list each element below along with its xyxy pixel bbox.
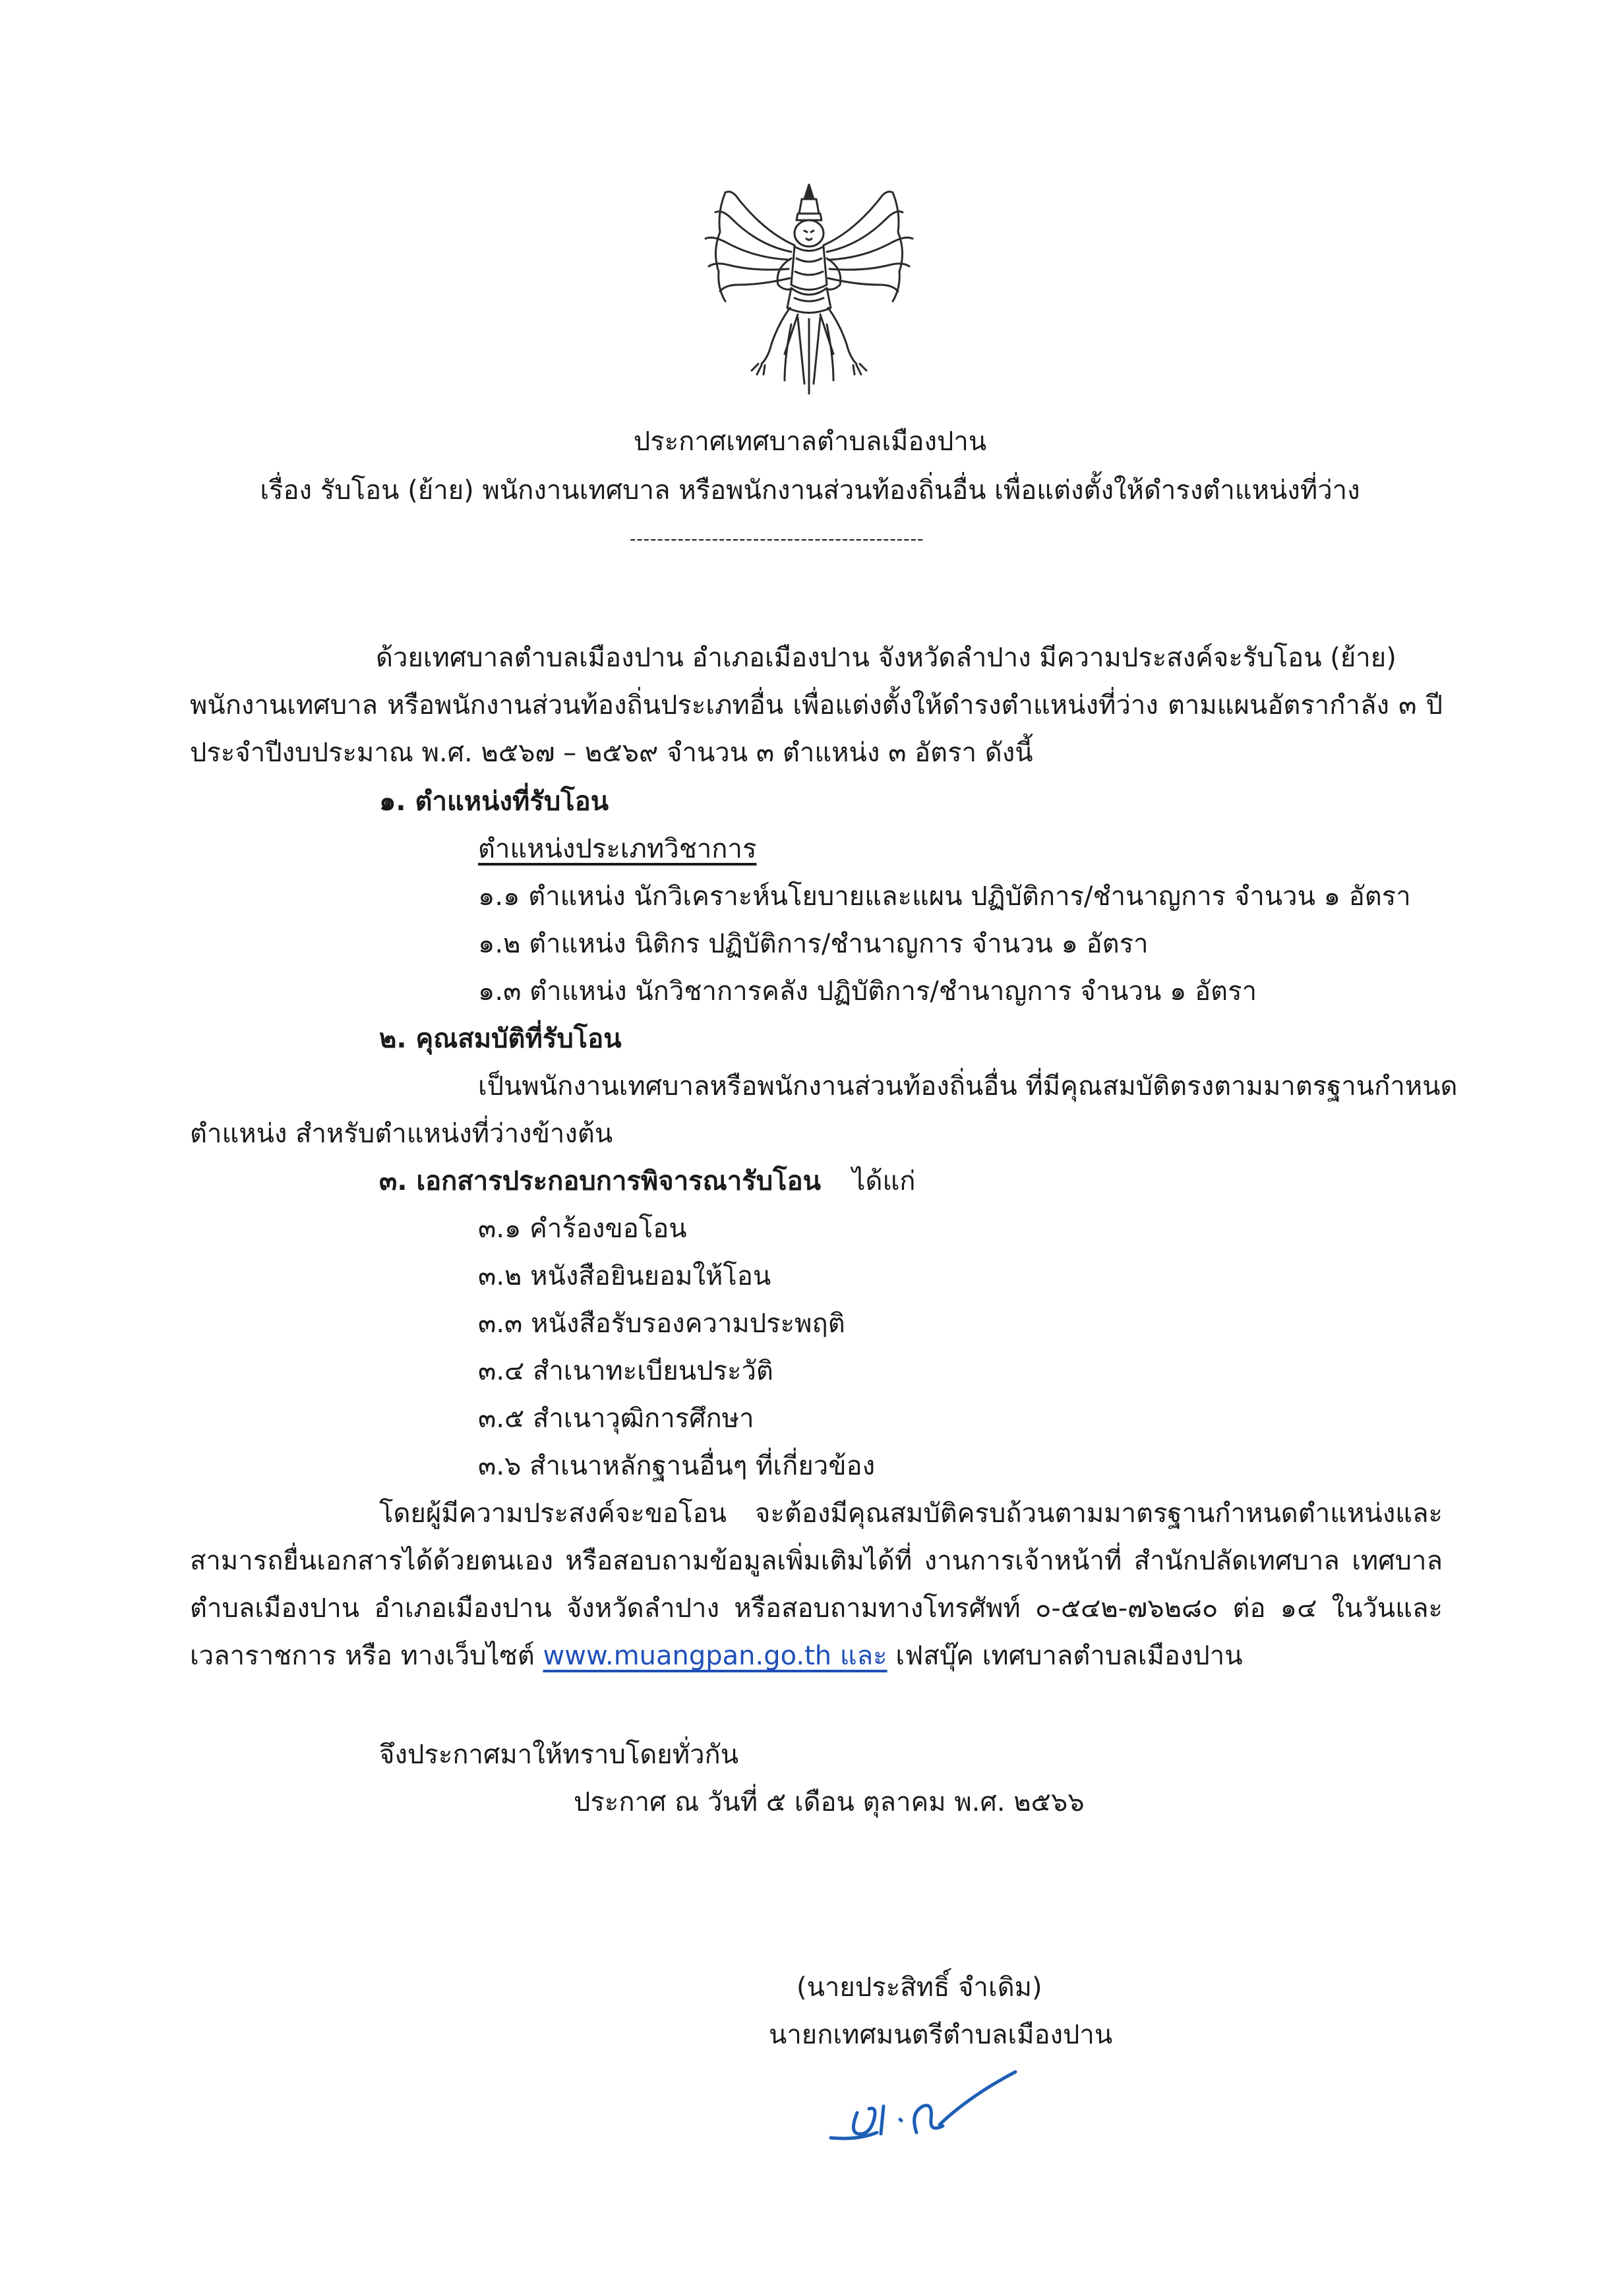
section-1-item: ๑.๑ ตำแหน่ง นักวิเคราะห์นโยบายและแผน ปฏิบัติการ/ชำนาญการ จำนวน ๑ อัตรา xyxy=(478,881,1411,912)
announcement-subject: เรื่อง รับโอน (ย้าย) พนักงานเทศบาล หรือพนักงานส่วนท้องถิ่นอื่น เพื่อแต่งตั้งให้ดำรงตำแหน่งที่ว่าง xyxy=(260,475,1360,506)
garuda-emblem-icon xyxy=(686,173,933,400)
intro-line-1: ด้วยเทศบาลตำบลเมืองปาน อำเภอเมืองปาน จังหวัดลำปาง มีความประสงค์จะรับโอน (ย้าย) xyxy=(376,643,1396,673)
website-link[interactable]: www.muangpan.go.th และ xyxy=(543,1641,887,1671)
section-2-heading: ๒. คุณสมบัติที่รับโอน xyxy=(379,1024,622,1054)
section-3-item: ๓.๓ หนังสือรับรองความประพฤติ xyxy=(478,1309,845,1339)
signatory-position: นายกเทศมนตรีตำบลเมืองปาน xyxy=(769,2020,1113,2050)
section-3-heading: ๓. เอกสารประกอบการพิจารณารับโอน xyxy=(379,1166,821,1196)
section-3-item: ๓.๒ หนังสือยินยอมให้โอน xyxy=(478,1261,771,1291)
section-3-item: ๓.๔ สำเนาทะเบียนประวัติ xyxy=(478,1356,773,1386)
closing-announcement: จึงประกาศมาให้ทราบโดยทั่วกัน xyxy=(379,1740,739,1770)
section-3-item: ๓.๕ สำเนาวุฒิการศึกษา xyxy=(478,1403,754,1434)
header-divider: ------------------------------------------- xyxy=(630,529,924,549)
intro-line-3: ประจำปีงบประมาณ พ.ศ. ๒๕๖๗ – ๒๕๖๙ จำนวน ๓ ตำแหน่ง ๓ อัตรา ดังนี้ xyxy=(190,738,1033,768)
intro-line-2: พนักงานเทศบาล หรือพนักงานส่วนท้องถิ่นประเภทอื่น เพื่อแต่งตั้งให้ดำรงตำแหน่งที่ว่าง ตามแผนอัตรากำลัง ๓ ปี xyxy=(190,690,1443,721)
section-3-item: ๓.๖ สำเนาหลักฐานอื่นๆ ที่เกี่ยวข้อง xyxy=(478,1451,876,1481)
contact-line-4 xyxy=(190,1636,1243,1676)
section-3-item: ๓.๑ คำร้องขอโอน xyxy=(478,1214,687,1244)
contact-line-4-prefix: เวลาราชการ หรือ ทางเว็บไซต์ xyxy=(190,1641,543,1671)
section-1-item: ๑.๓ ตำแหน่ง นักวิชาการคลัง ปฏิบัติการ/ชำนาญการ จำนวน ๑ อัตรา xyxy=(478,976,1257,1007)
contact-line-2: สามารถยื่นเอกสารได้ด้วยตนเอง หรือสอบถามข้อมูลเพิ่มเติมได้ที่ งานการเจ้าหน้าที่ สำนักปลัดเทศบาล เทศบาล xyxy=(190,1546,1443,1576)
section-2-line-1: เป็นพนักงานเทศบาลหรือพนักงานส่วนท้องถิ่นอื่น ที่มีคุณสมบัติตรงตามมาตรฐานกำหนด xyxy=(478,1071,1458,1102)
announcement-date: ประกาศ ณ วันที่ ๕ เดือน ตุลาคม พ.ศ. ๒๕๖๖ xyxy=(574,1787,1085,1817)
contact-line-3: ตำบลเมืองปาน อำเภอเมืองปาน จังหวัดลำปาง หรือสอบถามทางโทรศัพท์ ๐-๕๔๒-๗๖๒๘๐ ต่อ ๑๔ ในวันและ xyxy=(190,1593,1443,1624)
section-3-heading-row xyxy=(379,1162,915,1201)
section-1-subheading: ตำแหน่งประเภทวิชาการ xyxy=(478,834,757,864)
section-3-heading-suffix: ได้แก่ xyxy=(852,1166,916,1196)
signatory-name: (นายประสิทธิ์ จำเดิม) xyxy=(796,1972,1042,2003)
contact-line-1: โดยผู้มีความประสงค์จะขอโอน จะต้องมีคุณสมบัติครบถ้วนตามมาตรฐานกำหนดตำแหน่งและ xyxy=(379,1498,1443,1529)
contact-line-4-suffix: เฟสบุ๊ค เทศบาลตำบลเมืองปาน xyxy=(887,1641,1243,1671)
section-1-heading: ๑. ตำแหน่งที่รับโอน xyxy=(379,786,609,817)
announcement-title: ประกาศเทศบาลตำบลเมืองปาน xyxy=(633,427,987,457)
signature-icon xyxy=(818,2060,1035,2159)
section-2-line-2: ตำแหน่ง สำหรับตำแหน่งที่ว่างข้างต้น xyxy=(190,1119,613,1149)
section-1-item: ๑.๒ ตำแหน่ง นิติกร ปฏิบัติการ/ชำนาญการ จำนวน ๑ อัตรา xyxy=(478,929,1149,959)
